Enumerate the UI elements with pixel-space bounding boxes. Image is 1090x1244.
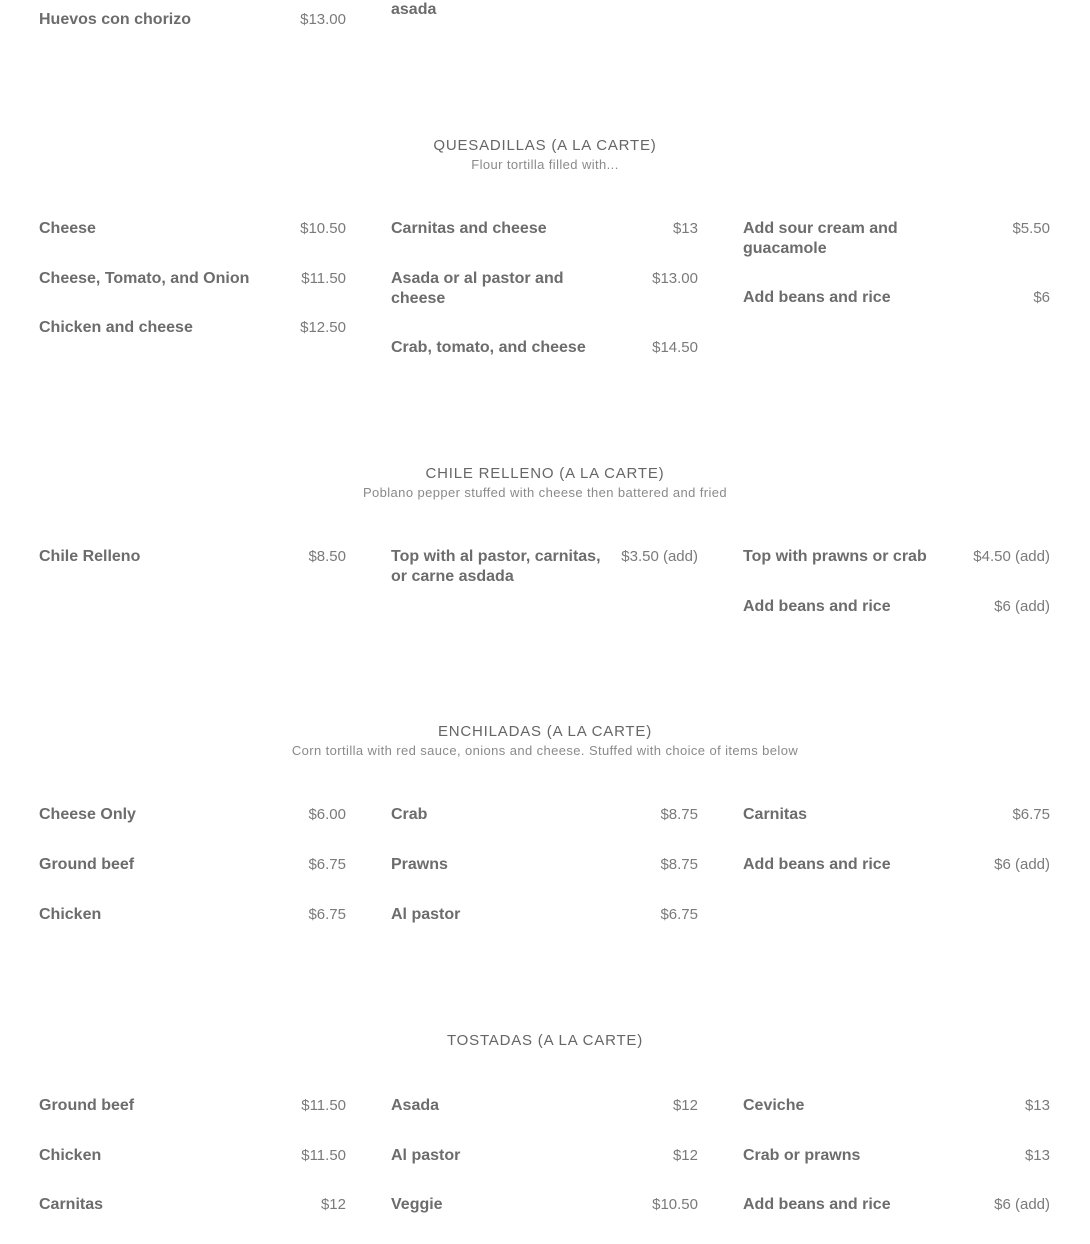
menu-item-name: Prawns xyxy=(391,856,448,873)
menu-item xyxy=(39,219,346,239)
section-title: TOSTADAS (A LA CARTE) xyxy=(446,1032,644,1049)
menu-item-price: $6 (add) xyxy=(994,856,1050,873)
menu-item-name: Top with prawns or crab xyxy=(743,548,927,565)
menu-item xyxy=(743,1096,1050,1116)
menu-item-price: $6 xyxy=(1033,289,1050,306)
menu-item-price: $13 xyxy=(672,220,698,237)
menu-item-price: $6.00 xyxy=(308,806,346,823)
menu-item-price: $6 (add) xyxy=(994,598,1050,615)
menu-item-name: Add beans and rice xyxy=(743,856,891,873)
menu-item xyxy=(743,219,1050,259)
menu-item xyxy=(743,855,1050,875)
menu-item xyxy=(391,219,698,239)
menu-item-price: $10.50 xyxy=(300,220,346,237)
section-description: Corn tortilla with red sauce, onions and cheese. Stuffed with choice of items below xyxy=(291,743,799,758)
menu-item-name: Al pastor xyxy=(391,1147,461,1164)
menu-item-price: $6.75 xyxy=(308,856,346,873)
menu-item xyxy=(743,547,1050,567)
menu-item-price: $8.75 xyxy=(660,806,698,823)
menu-item xyxy=(743,1146,1050,1166)
menu-item xyxy=(39,1146,346,1166)
menu-item-price: $14.50 xyxy=(652,339,698,356)
menu-item-price: $5.50 xyxy=(1012,220,1050,237)
menu-item-name-tail: asada xyxy=(391,1,437,18)
menu-item-name: Chicken xyxy=(39,906,102,923)
menu-item-price: $13 xyxy=(1024,1097,1050,1114)
menu-item xyxy=(39,1096,346,1116)
menu-item-name: Carnitas and cheese xyxy=(391,220,547,237)
menu-item xyxy=(391,269,698,309)
menu-item xyxy=(391,547,698,587)
section-description: Poblano pepper stuffed with cheese then battered and fried xyxy=(362,485,728,500)
menu-item-price: $6.75 xyxy=(308,906,346,923)
menu-item-price: $13 xyxy=(1024,1147,1050,1164)
menu-item-price: $6.75 xyxy=(1012,806,1050,823)
menu-item-name: Add beans and rice xyxy=(743,289,891,306)
menu-item-name: Carnitas xyxy=(743,806,808,823)
menu-item-price: $3.50 (add) xyxy=(621,548,698,565)
menu-item xyxy=(391,1195,698,1215)
section-header-quesadillas xyxy=(0,136,1090,174)
menu-item-name: Chile Relleno xyxy=(39,548,141,565)
menu-item-price: $11.50 xyxy=(301,270,346,287)
menu-item-price: $12 xyxy=(672,1147,698,1164)
menu-item xyxy=(39,10,346,30)
menu-item-price: $6.75 xyxy=(660,906,698,923)
menu-item-name: Asada xyxy=(391,1097,440,1114)
menu-item-name: Add beans and rice xyxy=(743,598,891,615)
menu-item-price: $12 xyxy=(672,1097,698,1114)
section-header-chile-relleno xyxy=(0,464,1090,502)
menu-item xyxy=(743,597,1050,617)
menu-item-price: $8.75 xyxy=(660,856,698,873)
menu-item-name: Crab xyxy=(391,806,428,823)
menu-item xyxy=(39,269,346,289)
menu-item xyxy=(391,1146,698,1166)
menu-item xyxy=(391,805,698,825)
menu-item-price: $12.50 xyxy=(300,319,346,336)
menu-item xyxy=(391,855,698,875)
menu-item-name: Cheese, Tomato, and Onion xyxy=(39,270,250,287)
menu-item xyxy=(39,805,346,825)
menu-item-price: $4.50 (add) xyxy=(973,548,1050,565)
menu-item-name: Add sour cream and guacamole xyxy=(743,220,898,257)
menu-item-price: $8.50 xyxy=(308,548,346,565)
menu-item xyxy=(391,905,698,925)
menu-item-name: Chicken and cheese xyxy=(39,319,193,336)
section-title: CHILE RELLENO (A LA CARTE) xyxy=(425,465,665,482)
menu-item xyxy=(743,1195,1050,1215)
menu-item-name: Ground beef xyxy=(39,1097,135,1114)
menu-item-name: Ceviche xyxy=(743,1097,805,1114)
menu-item xyxy=(743,805,1050,825)
menu-item xyxy=(391,338,698,358)
menu-item xyxy=(39,318,346,338)
section-header-tostadas xyxy=(0,1031,1090,1051)
menu-item xyxy=(39,855,346,875)
menu-item-name: Cheese xyxy=(39,220,96,237)
menu-item xyxy=(743,288,1050,308)
menu-item-name: Ground beef xyxy=(39,856,135,873)
menu-item-price: $11.50 xyxy=(301,1097,346,1114)
menu-item-name: Asada or al pastor and cheese xyxy=(391,270,564,307)
menu-item-price: $6 (add) xyxy=(994,1196,1050,1213)
menu-item-name: Veggie xyxy=(391,1196,443,1213)
menu-item xyxy=(39,905,346,925)
menu-item-name: Cheese Only xyxy=(39,806,136,823)
menu-item-name: Add beans and rice xyxy=(743,1196,891,1213)
menu-item-name: Top with al pastor, carnitas, or carne asdada xyxy=(391,548,601,585)
menu-item xyxy=(39,1195,346,1215)
section-description: Flour tortilla filled with... xyxy=(471,157,619,172)
section-header-enchiladas xyxy=(0,722,1090,760)
menu-item xyxy=(39,547,346,567)
section-title: QUESADILLAS (A LA CARTE) xyxy=(433,137,657,154)
menu-item xyxy=(391,1096,698,1116)
menu-item-price: $13.00 xyxy=(300,11,346,28)
menu-item-name: Huevos con chorizo xyxy=(39,11,192,28)
menu-item-name: Crab or prawns xyxy=(743,1147,861,1164)
menu-item-name: Carnitas xyxy=(39,1196,104,1213)
menu-item-name: Al pastor xyxy=(391,906,461,923)
menu-item xyxy=(391,0,698,20)
menu-item-price: $13.00 xyxy=(652,270,698,287)
menu-item-price: $12 xyxy=(320,1196,346,1213)
menu-item-name: Chicken xyxy=(39,1147,102,1164)
menu-item-price: $11.50 xyxy=(301,1147,346,1164)
menu-item-name: Crab, tomato, and cheese xyxy=(391,339,586,356)
section-title: ENCHILADAS (A LA CARTE) xyxy=(437,723,652,740)
menu-item-price: $10.50 xyxy=(652,1196,698,1213)
